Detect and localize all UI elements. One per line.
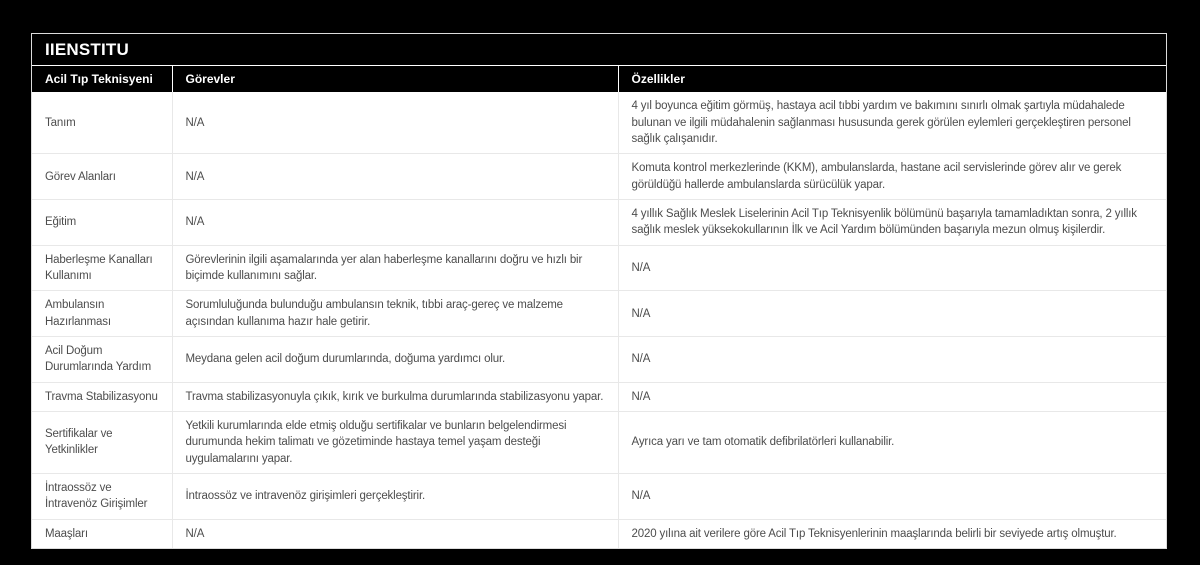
table-body — [32, 92, 1166, 548]
table-row — [32, 92, 1166, 153]
cell-gorevler: Görevlerinin ilgili aşamalarında yer alan haberleşme kanallarını doğru ve hızlı bir biçimde kullanımını sağlar. — [172, 245, 618, 291]
cell-ozellikler: N/A — [618, 291, 1166, 337]
cell-gorevler: N/A — [172, 92, 618, 153]
cell-ozellikler: N/A — [618, 245, 1166, 291]
cell-topic: Maaşları — [32, 519, 172, 548]
table-row — [32, 154, 1166, 200]
cell-gorevler: N/A — [172, 519, 618, 548]
table-card — [31, 33, 1167, 549]
header-row — [32, 66, 1166, 92]
cell-gorevler: Travma stabilizasyonuyla çıkık, kırık ve burkulma durumlarında stabilizasyonu yapar. — [172, 382, 618, 411]
cell-topic: İntraossöz ve İntravenöz Girişimler — [32, 473, 172, 519]
cell-topic: Tanım — [32, 92, 172, 153]
column-header-ozellikler: Özellikler — [618, 66, 1166, 92]
cell-ozellikler: Ayrıca yarı ve tam otomatik defibrilatörleri kullanabilir. — [618, 411, 1166, 473]
table-row — [32, 473, 1166, 519]
cell-topic: Ambulansın Hazırlanması — [32, 291, 172, 337]
cell-topic: Görev Alanları — [32, 154, 172, 200]
cell-gorevler: Meydana gelen acil doğum durumlarında, doğuma yardımcı olur. — [172, 337, 618, 383]
column-header-acil-tip-teknisyeni: Acil Tıp Teknisyeni — [32, 66, 172, 92]
table-row — [32, 245, 1166, 291]
cell-ozellikler: 4 yıl boyunca eğitim görmüş, hastaya acil tıbbi yardım ve bakımını sınırlı olmak şartıyla müdahalede bulunan ve ilgili müdahalenin sağlanması hususunda gerek görülen eylemleri gerçekleştiren personel sağlık çalışanıdır. — [618, 92, 1166, 153]
cell-topic: Eğitim — [32, 200, 172, 246]
table-row — [32, 382, 1166, 411]
cell-gorevler: Sorumluluğunda bulunduğu ambulansın teknik, tıbbi araç-gereç ve malzeme açısından kullanıma hazır hale getirir. — [172, 291, 618, 337]
cell-ozellikler: N/A — [618, 473, 1166, 519]
table-row — [32, 337, 1166, 383]
cell-ozellikler: Komuta kontrol merkezlerinde (KKM), ambulanslarda, hastane acil servislerinde görev alır ve gerek görüldüğü hallerde ambulanslarda sürücülük yapar. — [618, 154, 1166, 200]
cell-ozellikler: N/A — [618, 337, 1166, 383]
cell-ozellikler: N/A — [618, 382, 1166, 411]
table-row — [32, 291, 1166, 337]
table-row — [32, 200, 1166, 246]
emt-table — [32, 66, 1166, 548]
cell-gorevler: Yetkili kurumlarında elde etmiş olduğu sertifikalar ve bunların belgelendirmesi durumunda hekim talimatı ve gözetiminde hastaya temel yaşam desteği uygulamalarını yapar. — [172, 411, 618, 473]
cell-gorevler: N/A — [172, 154, 618, 200]
table-row — [32, 411, 1166, 473]
table-row — [32, 519, 1166, 548]
cell-topic: Acil Doğum Durumlarında Yardım — [32, 337, 172, 383]
brand-title: IIENSTITU — [32, 34, 1166, 66]
cell-ozellikler: 4 yıllık Sağlık Meslek Liselerinin Acil Tıp Teknisyenlik bölümünü başarıyla tamamladıktan sonra, 2 yıllık sağlık meslek yüksekokullarının İlk ve Acil Yardım bölümünden başarıyla mezun olmuş kişilerdir. — [618, 200, 1166, 246]
column-header-gorevler: Görevler — [172, 66, 618, 92]
cell-topic: Travma Stabilizasyonu — [32, 382, 172, 411]
cell-gorevler: İntraossöz ve intravenöz girişimleri gerçekleştirir. — [172, 473, 618, 519]
cell-ozellikler: 2020 yılına ait verilere göre Acil Tıp Teknisyenlerinin maaşlarında belirli bir seviyede artış olmuştur. — [618, 519, 1166, 548]
cell-topic: Sertifikalar ve Yetkinlikler — [32, 411, 172, 473]
cell-gorevler: N/A — [172, 200, 618, 246]
table-header — [32, 66, 1166, 92]
cell-topic: Haberleşme Kanalları Kullanımı — [32, 245, 172, 291]
